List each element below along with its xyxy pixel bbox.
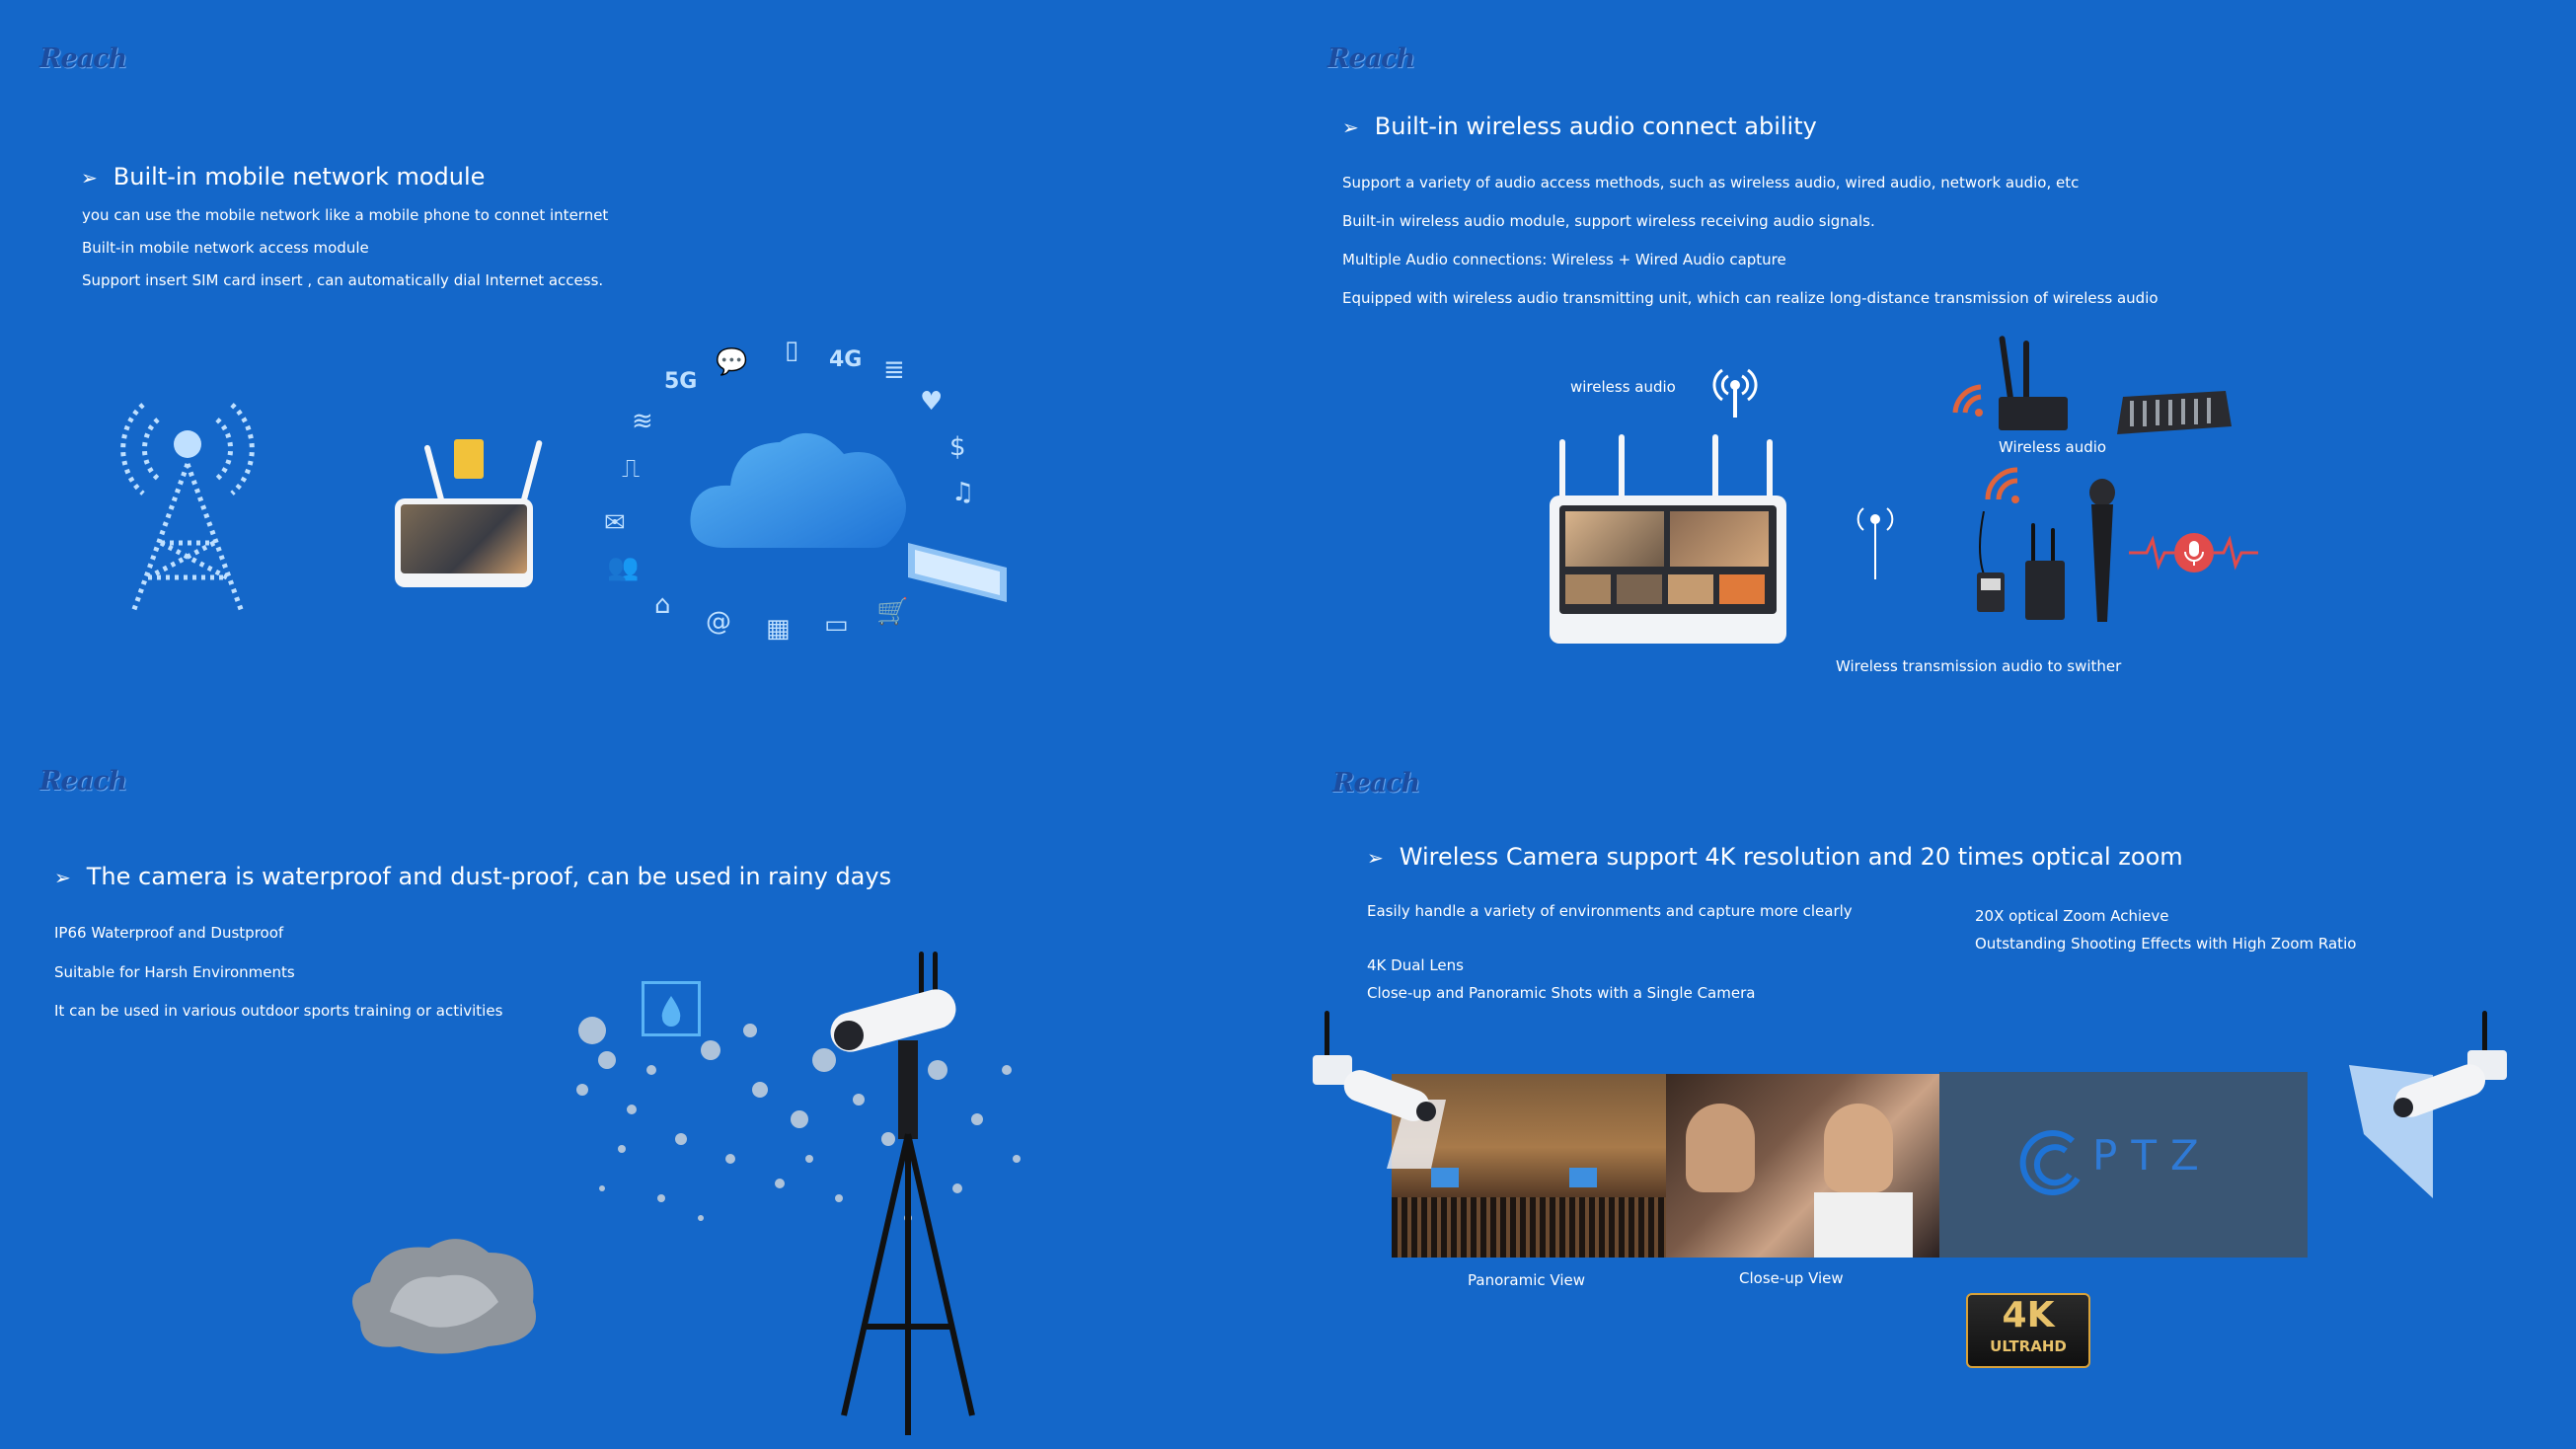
ptz-camera-right <box>2275 1011 2512 1198</box>
reach-logo: Reach <box>39 43 127 74</box>
bodypack-transmitter-icon <box>2023 523 2067 622</box>
reach-logo: Reach <box>1332 768 1420 799</box>
badge-4k-text: 4K <box>2002 1295 2055 1335</box>
heading-text: The camera is waterproof and dust-proof, can be used in rainy days <box>86 863 892 890</box>
text-line: Multiple Audio connections: Wireless + Wired Audio capture <box>1342 251 1786 268</box>
badge-ultrahd-text: ULTRAHD <box>1990 1337 2067 1355</box>
wireless-audio-device-caption: Wireless audio <box>1999 438 2107 456</box>
music-note-icon: ♫ <box>951 478 975 507</box>
heading-text: Built-in wireless audio connect ability <box>1374 113 1817 140</box>
slide-waterproof <box>0 724 1288 1449</box>
camera-on-tripod <box>824 952 1022 1139</box>
sim-card-icon <box>454 439 484 479</box>
text-line: Support insert SIM card insert , can automatically dial Internet access. <box>82 271 604 289</box>
text-line: Equipped with wireless audio transmitting unit, which can realize long-distance transmission of wireless audio <box>1342 289 2159 307</box>
heading-text: Built-in mobile network module <box>113 163 486 191</box>
slide-wireless-audio <box>1288 0 2576 724</box>
slide-heading <box>81 163 485 191</box>
chat-bubble-icon: 💬 <box>716 347 748 377</box>
closeup-view-image <box>1666 1074 1939 1258</box>
slide-heading <box>1367 843 2183 871</box>
audio-mixer-device <box>2115 387 2234 438</box>
text-line: Easily handle a variety of environments and capture more clearly <box>1367 902 1853 920</box>
text-line: It can be used in various outdoor sports training or activities <box>54 1002 503 1020</box>
arrow-bullet-icon: ➢ <box>81 166 98 190</box>
transmission-caption: Wireless transmission audio to swither <box>1836 657 2122 675</box>
signal-waves-icon <box>1951 383 1987 426</box>
cloud-icon <box>686 415 913 553</box>
phone-icon: ▯ <box>785 336 799 365</box>
sim-device-illustration <box>390 434 548 602</box>
signal-waves-icon <box>1984 466 2023 505</box>
4k-ultrahd-badge <box>1966 1293 2090 1368</box>
wifi-icon: ≋ <box>632 407 653 436</box>
wireless-audio-receiver <box>1994 336 2073 434</box>
at-sign-icon: @ <box>706 607 731 637</box>
text-line: 20X optical Zoom Achieve <box>1975 907 2169 925</box>
slide-mobile-network <box>0 0 1288 724</box>
text-line: Support a variety of audio access methods, such as wireless audio, wired audio, network audio, etc <box>1342 174 2080 191</box>
text-line: IP66 Waterproof and Dustproof <box>54 924 284 942</box>
dust-cloud-illustration <box>341 1223 548 1356</box>
ptz-camera-left <box>1313 1011 1480 1169</box>
antenna-signal-icon <box>1856 498 1895 582</box>
closeup-caption: Close-up View <box>1739 1269 1844 1287</box>
ptz-label: PTZ <box>2092 1131 2213 1180</box>
text-line: 4K Dual Lens <box>1367 956 1464 974</box>
slide-heading <box>1342 113 1817 140</box>
ptz-logo-panel <box>1939 1072 2308 1258</box>
slide-4k-zoom <box>1288 724 2576 1449</box>
panoramic-caption: Panoramic View <box>1468 1271 1585 1289</box>
text-line: you can use the mobile network like a mobile phone to connet internet <box>82 206 609 224</box>
text-line: Close-up and Panoramic Shots with a Single Camera <box>1367 984 1756 1002</box>
arrow-bullet-icon: ➢ <box>54 866 71 889</box>
laptop-screen-icon <box>903 538 1012 607</box>
users-icon: 👥 <box>607 553 640 582</box>
video-switcher-device <box>1545 434 1791 651</box>
wireless-audio-caption: wireless audio <box>1570 378 1676 396</box>
cell-tower-illustration <box>104 385 271 622</box>
dollar-icon: $ <box>949 432 966 462</box>
lavalier-mic-icon <box>1969 511 2008 620</box>
tripod-icon <box>824 1129 1022 1435</box>
arrow-bullet-icon: ➢ <box>1367 846 1384 870</box>
database-icon: ≣ <box>883 355 905 385</box>
arrow-bullet-icon: ➢ <box>1342 115 1359 139</box>
5g-icon: 5G <box>664 369 698 394</box>
reach-logo: Reach <box>39 766 127 797</box>
reach-logo: Reach <box>1327 43 1415 74</box>
text-line: Built-in wireless audio module, support wireless receiving audio signals. <box>1342 212 1875 230</box>
home-icon: ⌂ <box>654 590 671 620</box>
handheld-mic-icon <box>2087 479 2117 627</box>
4g-icon: 4G <box>829 347 863 372</box>
slide-heading <box>54 863 891 890</box>
shopping-cart-icon: 🛒 <box>876 597 909 627</box>
heading-text: Wireless Camera support 4K resolution and 20 times optical zoom <box>1399 843 2183 871</box>
heart-monitor-icon: ♥ <box>920 387 944 417</box>
text-line: Suitable for Harsh Environments <box>54 963 295 981</box>
calendar-icon: ▦ <box>766 614 791 644</box>
text-line: Built-in mobile network access module <box>82 239 369 257</box>
wireless-signal-icon <box>1710 360 1760 419</box>
usb-icon: ⎍ <box>622 454 641 484</box>
microphone-signal-icon <box>2127 528 2260 577</box>
text-line: Outstanding Shooting Effects with High Zoom Ratio <box>1975 935 2357 953</box>
mail-icon: ✉ <box>604 508 626 538</box>
laptop-icon: ▭ <box>824 610 849 640</box>
